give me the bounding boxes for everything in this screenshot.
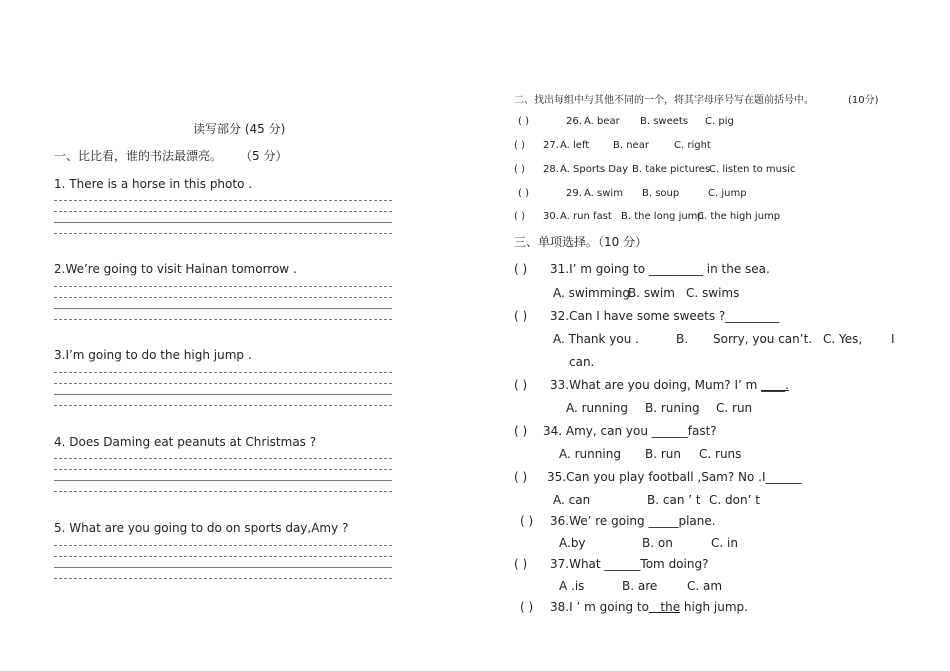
- option-30-a: A. run fast: [560, 211, 612, 222]
- option-37-c: C. am: [687, 579, 723, 593]
- writing-lines-3[interactable]: [54, 372, 392, 406]
- option-30-c: C. the high jump: [697, 211, 781, 222]
- question-38-end: high jump.: [680, 600, 748, 614]
- sentence-4: 4. Does Daming eat peanuts at Christmas ?: [54, 435, 317, 449]
- option-34-a: A. running: [559, 447, 621, 461]
- section1-score: （5 分）: [240, 149, 288, 163]
- option-32-c-cont: can.: [569, 355, 595, 369]
- option-27-c: C. right: [674, 140, 711, 151]
- option-36-c: C. in: [711, 536, 738, 550]
- answer-bracket-35[interactable]: ( ): [514, 470, 528, 484]
- option-32-b-text: Sorry, you can’t.: [713, 332, 813, 346]
- answer-bracket-36[interactable]: ( ): [520, 514, 534, 528]
- answer-bracket-38[interactable]: ( ): [520, 600, 534, 614]
- answer-bracket-27[interactable]: ( ): [514, 140, 525, 151]
- question-number-30: 30.: [543, 211, 559, 222]
- section2-title: 二、找出每组中与其他不同的一个，将其字母序号写在题前括号中。: [514, 95, 814, 106]
- option-37-a: A .is: [559, 579, 585, 593]
- option-28-c: C. listen to music: [709, 164, 796, 175]
- answer-bracket-33[interactable]: ( ): [514, 378, 528, 392]
- option-35-b: B. can ’ t: [647, 493, 701, 507]
- answer-bracket-29[interactable]: ( ): [518, 188, 529, 199]
- writing-lines-4[interactable]: [54, 458, 392, 492]
- question-34: 34. Amy, can you ______fast?: [543, 424, 717, 438]
- question-38-blank: the: [648, 600, 681, 614]
- answer-bracket-37[interactable]: ( ): [514, 557, 528, 571]
- option-26-b: B. sweets: [640, 116, 689, 127]
- sentence-1: 1. There is a horse in this photo .: [54, 177, 253, 191]
- writing-lines-1[interactable]: [54, 200, 392, 234]
- sentence-5: 5. What are you going to do on sports day,Amy ?: [54, 521, 349, 535]
- question-number-29: 29.: [566, 188, 582, 199]
- option-31-c: C. swims: [686, 286, 740, 300]
- question-33-text: 33.What are you doing, Mum? I’ m: [550, 378, 762, 392]
- section2-score: (10分): [848, 95, 879, 106]
- option-31-b: B. swim: [628, 286, 675, 300]
- option-29-b: B. soup: [642, 188, 680, 199]
- question-number-28: 28.: [543, 164, 559, 175]
- option-30-b: B. the long jump: [621, 211, 704, 222]
- answer-bracket-30[interactable]: ( ): [514, 211, 525, 222]
- writing-lines-5[interactable]: [54, 545, 392, 579]
- option-32-c-text: I: [891, 332, 895, 346]
- option-34-c: C. runs: [699, 447, 742, 461]
- section3-title: 三、单项选择。（10 分）: [514, 235, 648, 249]
- question-33: [550, 378, 789, 392]
- option-37-b: B. are: [622, 579, 658, 593]
- question-36: 36.We’ re going _____plane.: [550, 514, 716, 528]
- option-33-a: A. running: [566, 401, 628, 415]
- option-33-c: C. run: [716, 401, 753, 415]
- sentence-2: 2.We’re going to visit Hainan tomorrow .: [54, 262, 297, 276]
- option-32-a: A. Thank you .: [553, 332, 639, 346]
- question-38: [550, 600, 748, 614]
- option-31-a: A. swimming: [553, 286, 630, 300]
- option-32-c: C. Yes,: [823, 332, 863, 346]
- question-38-text: 38.I ’ m going to: [550, 600, 649, 614]
- answer-bracket-31[interactable]: ( ): [514, 262, 528, 276]
- question-35: 35.Can you play football ,Sam? No .I______: [547, 470, 802, 484]
- sentence-3: 3.I’m going to do the high jump .: [54, 348, 252, 362]
- question-number-27: 27.: [543, 140, 559, 151]
- section1-title: 一、比比看，谁的书法最漂亮。: [54, 149, 223, 163]
- page-heading: 读写部分 (45 分): [193, 122, 286, 136]
- option-33-b: B. runing: [645, 401, 700, 415]
- answer-bracket-26[interactable]: ( ): [518, 116, 529, 127]
- option-28-b: B. take pictures: [632, 164, 711, 175]
- option-29-a: A. swim: [584, 188, 623, 199]
- option-27-a: A. left: [560, 140, 590, 151]
- question-33-blank: ____.: [761, 378, 789, 392]
- option-36-b: B. on: [642, 536, 673, 550]
- answer-bracket-28[interactable]: ( ): [514, 164, 525, 175]
- option-29-c: C. jump: [708, 188, 747, 199]
- option-28-a: A. Sports Day: [560, 164, 629, 175]
- option-32-b: B.: [676, 332, 689, 346]
- question-31: 31.I’ m going to _________ in the sea.: [550, 262, 770, 276]
- writing-lines-2[interactable]: [54, 286, 392, 320]
- option-36-a: A.by: [559, 536, 586, 550]
- answer-bracket-32[interactable]: ( ): [514, 309, 528, 323]
- option-35-a: A. can: [553, 493, 591, 507]
- question-number-26: 26.: [566, 116, 582, 127]
- option-34-b: B. run: [645, 447, 682, 461]
- option-26-c: C. pig: [705, 116, 734, 127]
- option-26-a: A. bear: [584, 116, 620, 127]
- answer-bracket-34[interactable]: ( ): [514, 424, 528, 438]
- option-27-b: B. near: [613, 140, 649, 151]
- question-32: 32.Can I have some sweets ?_________: [550, 309, 780, 323]
- question-37: 37.What ______Tom doing?: [550, 557, 709, 571]
- option-35-c: C. don’ t: [709, 493, 760, 507]
